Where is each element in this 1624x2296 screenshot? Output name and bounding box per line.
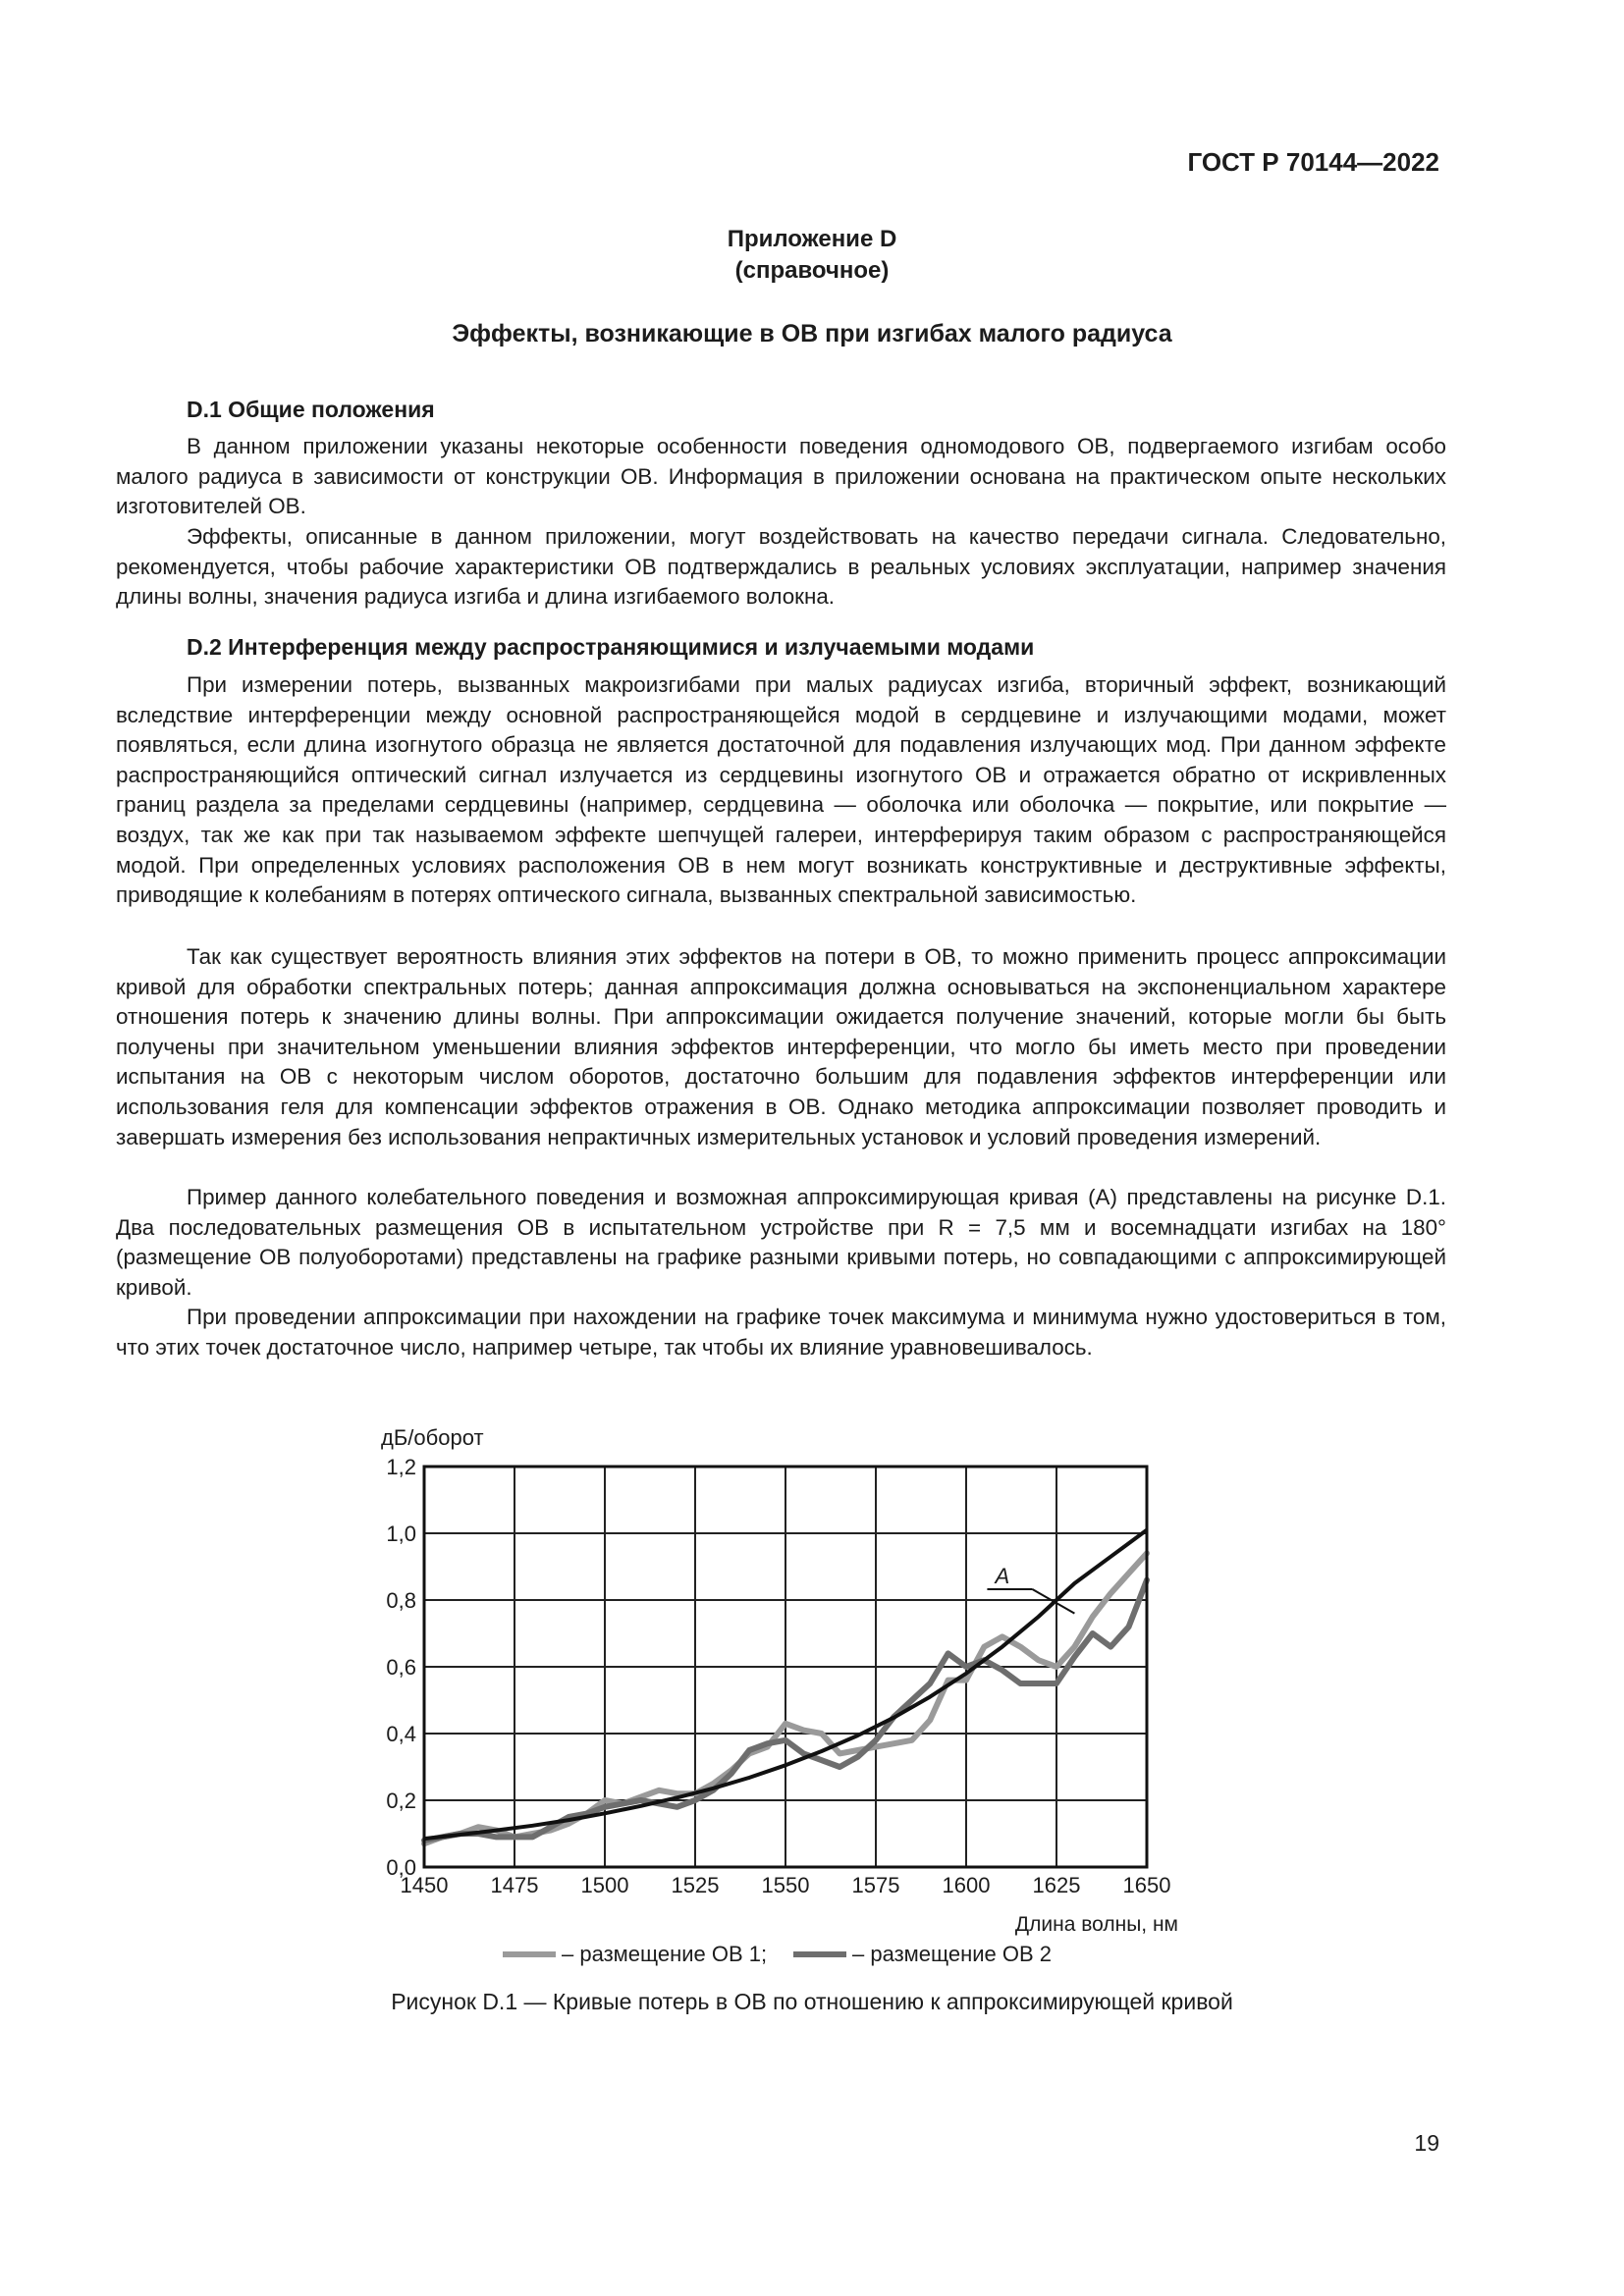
x-tick-label: 1650 (1122, 1873, 1171, 1897)
appendix-title: Приложение D (727, 226, 897, 252)
paragraph: При измерении потерь, вызванных макроизгибами при малых радиусах изгиба, вторичный эффект, возникающий вследствие интерференции между основной распространяющейся модой в сердцевине и излучающими модами, может появляться, если длина изогнутого образца не является достаточной для подавления излучающих мод. При данном эффекте распространяющийся оптический сигнал излучается из сердцевины изогнутого ОВ и отражается обратно от искривленных границ раздела за пределами сердцевины (например, сердцевина — оболочка или оболочка — покрытие, или покрытие — воздух, так же как при так называемом эффекте шепчущей галереи, интерферируя таким образом с распространяющейся модой. При определенных условиях расположения ОВ в нем могут возникать конструктивные и деструктивные эффекты, приводящие к колебаниям в потерях оптического сигнала, вызванных спектральной зависимостью. (116, 672, 1446, 908)
paragraph: Эффекты, описанные в данном приложении, могут воздействовать на качество передачи сигнала. Следовательно, рекомендуется, чтобы рабочие характеристики ОВ подтверждались в реальных условиях эксплуатации, например значения длины волны, значения радиуса изгиба и длина изгибаемого волокна. (116, 524, 1446, 610)
y-tick-label: 1,0 (386, 1522, 416, 1546)
page-number: 19 (1414, 2130, 1439, 2156)
y-tick-label: 0,0 (386, 1855, 416, 1880)
y-tick-label: 0,4 (386, 1722, 416, 1746)
y-tick-labels (386, 1455, 416, 1880)
y-tick-label: 0,6 (386, 1655, 416, 1680)
legend-label-series-2: – размещение ОВ 2 (852, 1942, 1053, 1966)
x-tick-labels (401, 1873, 1171, 1897)
paragraph: Пример данного колебательного поведения и возможная аппроксимирующая кривая (А) представлены на рисунке D.1. Два последовательных размещения ОВ в испытательном устройстве при R = 7,5 мм и восемнадцати изгибах на 180° (размещение ОВ полуоборотами) представлены на графике разными кривыми потерь, но совпадающими с аппроксимирующей кривой. (116, 1185, 1446, 1300)
legend-label-series-1: – размещение ОВ 1; (562, 1942, 768, 1966)
standard-number: ГОСТ Р 70144—2022 (1187, 147, 1439, 177)
y-tick-label: 1,2 (386, 1455, 416, 1479)
paragraph: При проведении аппроксимации при нахождении на графике точек максимума и минимума нужно удостовериться в том, что этих точек достаточное число, например четыре, так чтобы их влияние уравновешивалось. (116, 1305, 1446, 1360)
section-title-d1: D.1 Общие положения (187, 397, 435, 422)
section-title-d2: D.2 Интерференция между распространяющимися и излучаемыми модами (187, 634, 1035, 660)
x-tick-label: 1600 (942, 1873, 991, 1897)
paragraph: В данном приложении указаны некоторые особенности поведения одномодового ОВ, подвергаемого изгибам особо малого радиуса в зависимости от конструкции ОВ. Информация в приложении основана на практическом опыте нескольких изготовителей ОВ. (116, 434, 1446, 519)
fit-curve-label: A (995, 1564, 1010, 1588)
x-tick-label: 1525 (671, 1873, 720, 1897)
figure-caption: Рисунок D.1 — Кривые потерь в ОВ по отношению к аппроксимирующей кривой (391, 1989, 1233, 2014)
paragraph: Так как существует вероятность влияния этих эффектов на потери в ОВ, то можно применить процесс аппроксимации кривой для обработки спектральных потерь; данная аппроксимация должна основываться на экспоненциальном характере отношения потерь к значению длины волны. При аппроксимации ожидается получение значений, которые могли бы быть получены при значительном уменьшении влияния эффектов интерференции, что могло бы иметь место при проведении испытания на ОВ с некоторым числом оборотов, достаточно большим для подавления эффектов интерференции или использования геля для компенсации эффектов отражения в ОВ. Однако методика аппроксимации позволяет проводить и завершать измерения без использования непрактичных измерительных установок и условий проведения измерений. (116, 944, 1446, 1149)
legend (503, 1942, 1052, 1966)
chart-grid (424, 1467, 1147, 1867)
x-tick-label: 1500 (580, 1873, 629, 1897)
y-tick-label: 0,8 (386, 1588, 416, 1613)
x-tick-label: 1450 (400, 1873, 449, 1897)
appendix-heading: Эффекты, возникающие в ОВ при изгибах малого радиуса (452, 320, 1172, 347)
y-tick-label: 0,2 (386, 1789, 416, 1813)
x-tick-label: 1550 (761, 1873, 810, 1897)
x-tick-label: 1475 (490, 1873, 539, 1897)
loss-curves-chart (373, 1404, 1218, 1973)
x-tick-label: 1575 (851, 1873, 900, 1897)
x-tick-label: 1625 (1032, 1873, 1081, 1897)
appendix-note: (справочное) (734, 257, 890, 284)
x-axis-label: Длина волны, нм (1014, 1913, 1178, 1936)
fit-label-leader (1032, 1589, 1074, 1614)
y-axis-label: дБ/оборот (381, 1425, 484, 1450)
